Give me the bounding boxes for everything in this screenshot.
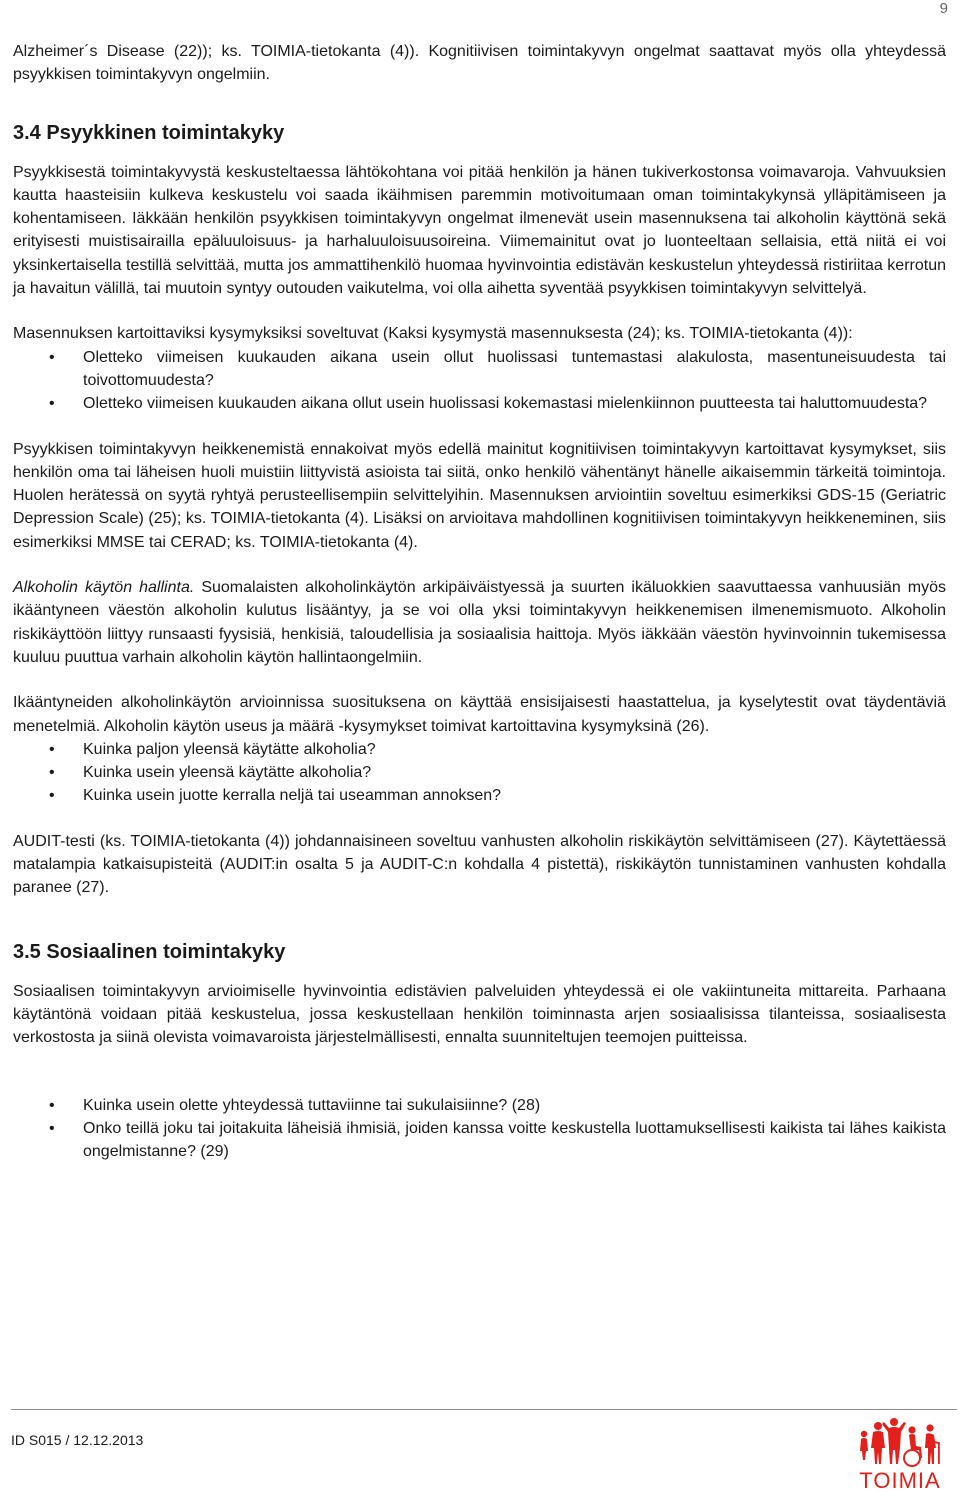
list-item <box>13 392 946 415</box>
paragraph: Psyykkisen toimintakyvyn heikkenemistä ennakoivat myös edellä mainitut kognitiivisen toimintakyvyn kartoittavat kysymykset, siis henkilön oma tai läheisen huoli muistiin liittyvistä asioista tai siitä, onko henkilö vähentänyt hänelle aikaisemmin tärkeitä toimintoja. Huolen herätessä on syytä ryhtyä perusteellisempiin selvittelyihin. Masennuksen arviointiin soveltuu esimerkiksi GDS-15 (Geriatric Depression Scale) (25); ks. TOIMIA-tietokanta (4). Lisäksi on arvioitava mahdollinen kognitiivisen toimintakyvyn heikkeneminen, siis esimerkiksi MMSE tai CERAD; ks. TOIMIA-tietokanta (4). <box>13 440 946 551</box>
bullet-icon: • <box>49 395 55 413</box>
list-item-text: Oletteko viimeisen kuukauden aikana ollut usein huolissasi kokemastasi mielenkiinnon puutteesta tai haluttomuudesta? <box>83 395 928 413</box>
list-item <box>13 738 946 761</box>
bullet-list-alcohol <box>13 738 946 808</box>
logo-wordmark: TOIMIA <box>859 1468 941 1493</box>
paragraph: Masennuksen kartoittaviksi kysymyksiksi soveltuvat (Kaksi kysymystä masennuksesta (24); ks. TOIMIA-tietokanta (4)): <box>13 325 853 343</box>
list-item <box>13 1117 946 1164</box>
list-item <box>13 1094 946 1117</box>
section-heading-psyykkinen: 3.4 Psyykkinen toimintakyky <box>13 121 285 144</box>
italic-lead: Alkoholin käytön hallinta. <box>13 579 195 597</box>
list-item-text: Oletteko viimeisen kuukauden aikana usein ollut huolissasi tuntemastasi alakulosta, masentuneisuudesta tai toivottomuudesta? <box>83 348 946 389</box>
list-item-text: Kuinka usein olette yhteydessä tuttaviinne tai sukulaisiinne? (28) <box>83 1096 541 1114</box>
bullet-icon: • <box>49 1119 55 1137</box>
bullet-icon: • <box>49 1096 55 1114</box>
bullet-icon: • <box>49 740 55 758</box>
footer-divider <box>11 1409 957 1410</box>
page-number: 9 <box>939 0 948 17</box>
footer-document-id: ID S015 / 12.12.2013 <box>11 1432 144 1448</box>
paragraph-text: Suomalaisten alkoholinkäytön arkipäiväistyessä ja suurten ikäluokkien saavuttaessa vanhuusiän myös ikääntyneen väestön alkoholin kulutus lisääntyy, ja se voi olla yksi toimintakyvyn heikkenemisen ilmenemismuoto. Alkoholin riskikäyttöön liittyy runsaasti fyysisiä, henkisiä, taloudellisia ja sosiaalisia haittoja. Myös iäkkään väestön hyvinvoinnin tukemisessa kuuluu puuttua varhain alkoholin käytön hallintaongelmiin. <box>13 579 947 666</box>
list-item-text: Kuinka paljon yleensä käytätte alkoholia? <box>83 740 376 758</box>
list-item-text: Kuinka usein juotte kerralla neljä tai useamman annoksen? <box>83 787 502 805</box>
section-heading-sosiaalinen: 3.5 Sosiaalinen toimintakyky <box>13 940 286 963</box>
list-item <box>13 761 946 784</box>
bullet-list-depression <box>13 346 946 416</box>
list-item-text: Onko teillä joku tai joitakuita läheisiä ihmisiä, joiden kanssa voitte keskustella luottamuksellisesti kaikista tai lähes kaikista ongelmistanne? (29) <box>83 1119 946 1161</box>
intro-paragraph: Alzheimer´s Disease (22)); ks. TOIMIA-tietokanta (4)). Kognitiivisen toimintakyvyn ongelmat saattavat myös olla yhteydessä psyykkisen toimintakyvyn ongelmiin. <box>13 43 946 84</box>
paragraph: AUDIT-testi (ks. TOIMIA-tietokanta (4)) johdannaisineen soveltuu vanhusten alkoholin riskikäytön selvittämiseen (27). Käytettäessä matalampia katkaisupisteitä (AUDIT:in osalta 5 ja AUDIT-C:n kohdalla 4 pistettä), riskikäytön tunnistaminen vanhusten kohdalla paranee (27). <box>13 832 946 897</box>
paragraph: Psyykkisestä toimintakyvystä keskusteltaessa lähtökohtana voi pitää henkilön ja hänen tukiverkostonsa voimavaroja. Vahvuuksien kautta haasteisiin kulkeva keskustelu voi saada ikäihmisen paremmin motivoitumaan oman toimintakykynsä ylläpitämiseen ja kohentamiseen. Iäkkään henkilön psyykkisen toimintakyvyn ongelmat ilmenevät usein masennuksena tai alkoholin käyttönä sekä erityisesti muistisairailla epäluuloisuus- ja harhaluuloisuusoireina. Viimemainitut ovat jo luonteeltaan sellaisia, että niitä ei voi yksinkertaisella testillä selvittää, mutta jos ammattihenkilö huomaa hyvinvointia edistävän keskustelun yhteydessä ristiriitaa kerrotun ja havaitun välillä, tai muutoin syntyy outouden vaikutelma, voi olla aihetta syventää psyykkisen toimintakyvyn selvittelyä. <box>13 163 946 298</box>
toimia-logo <box>854 1414 946 1496</box>
list-item <box>13 784 946 807</box>
paragraph <box>13 576 946 669</box>
bullet-list-social <box>13 1094 946 1164</box>
bullet-icon: • <box>49 764 55 782</box>
list-item <box>13 346 946 393</box>
people-figures-icon <box>854 1414 946 1470</box>
bullet-icon: • <box>49 348 55 366</box>
list-item-text: Kuinka usein yleensä käytätte alkoholia? <box>83 764 372 782</box>
document-body <box>13 40 946 1163</box>
paragraph: Sosiaalisen toimintakyvyn arvioimiselle hyvinvointia edistävien palveluiden yhteydessä ei ole vakiintuneita mittareita. Parhaana käytäntönä voidaan pitää keskustelua, jossa keskustellaan henkilön toiminnasta arjen sosiaalisissa tilanteissa, sosiaalisesta verkostosta ja siinä olevista voimavaroista järjestelmällisesti, ennalta suunniteltujen teemojen puitteissa. <box>13 982 946 1047</box>
bullet-icon: • <box>49 787 55 805</box>
paragraph: Ikääntyneiden alkoholinkäytön arvioinnissa suosituksena on käyttää ensisijaisesti haastattelua, ja kyselytestit ovat täydentäviä menetelmiä. Alkoholin käytön useus ja määrä -kysymykset toimivat kartoittavina kysymyksinä (26). <box>13 694 946 735</box>
